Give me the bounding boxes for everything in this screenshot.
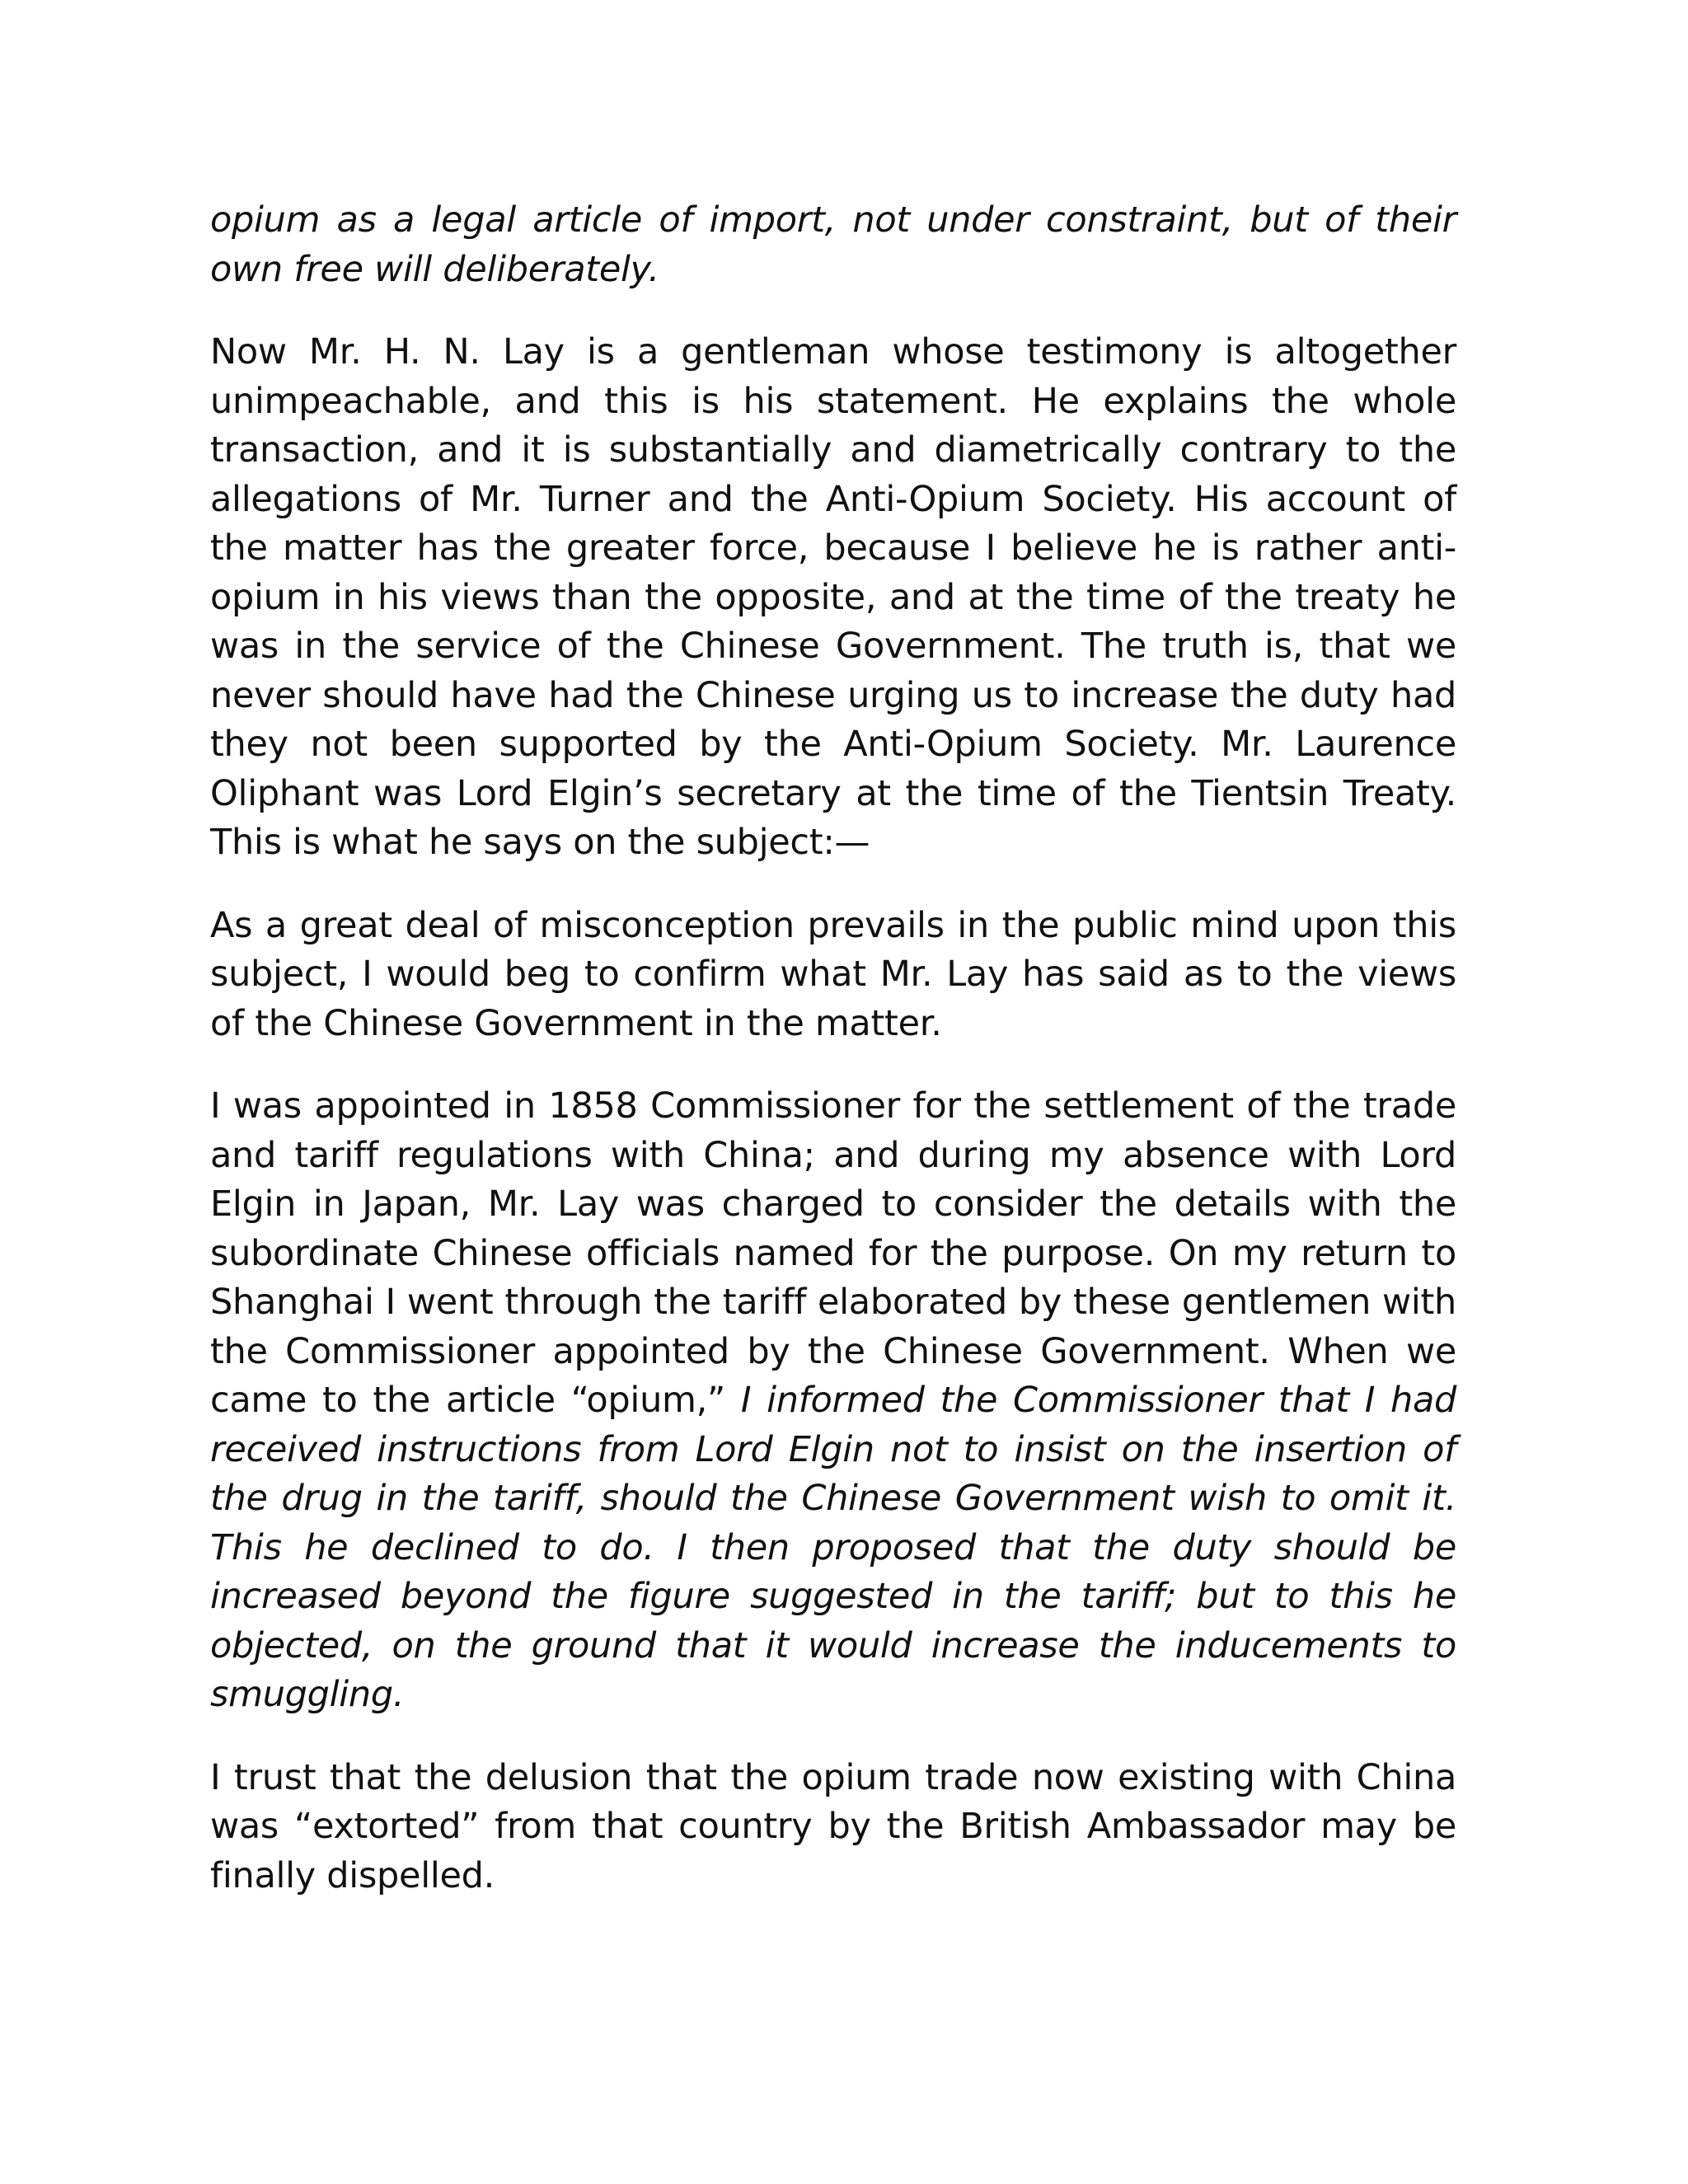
paragraph-2 [210, 328, 1456, 868]
paragraph-3 [210, 902, 1456, 1049]
paragraph-4 [210, 1082, 1456, 1720]
paragraph-4-text: I was appointed in 1858 Commissioner for the settlement of the trade and tariff regulations with China; and during my absence with Lord Elgin in Japan, Mr. Lay was charged to consider the details with the subordinate Chinese officials named for the purpose. On my return to Shanghai I went through the tariff elaborated by these gentlemen with the Commissioner appointed by the Chinese Government. When we came to the article “opium,” [210, 1085, 1456, 1421]
paragraph-4-italic-text: I informed the Commissioner that I had received instructions from Lord Elgin not to insist on the insertion of the drug in the tariff, should the Chinese Government wish to omit it. This he declined to do. I then proposed that the duty should be increased beyond the figure suggested in the tariff; but to this he objected, on the ground that it would increase the inducements to smuggling. [210, 1380, 1456, 1715]
paragraph-2-text: Now Mr. H. N. Lay is a gentleman whose testimony is altogether unimpeachable, and this is his statement. He explains the whole transaction, and it is substantially and diametrically contrary to the allegations of Mr. Turner and the Anti-Opium Society. His account of the matter has the greater force, because I believe he is rather anti-opium in his views than the opposite, and at the time of the treaty he was in the service of the Chinese Government. The truth is, that we never should have had the Chinese urging us to increase the duty had they not been supported by the Anti-Opium Society. Mr. Laurence Oliphant was Lord Elgin’s secretary at the time of the Tientsin Treaty. This is what he says on the subject:— [210, 331, 1456, 863]
document-page [210, 196, 1456, 1900]
paragraph-5 [210, 1754, 1456, 1901]
paragraph-1 [210, 196, 1456, 294]
paragraph-1-italic-text: opium as a legal article of import, not under constraint, but of their own free will deliberately. [210, 199, 1456, 290]
paragraph-5-text: I trust that the delusion that the opium trade now existing with China was “extorted” from that country by the British Ambassador may be finally dispelled. [210, 1756, 1456, 1896]
paragraph-3-text: As a great deal of misconception prevails in the public mind upon this subject, I would beg to confirm what Mr. Lay has said as to the views of the Chinese Government in the matter. [210, 904, 1456, 1044]
